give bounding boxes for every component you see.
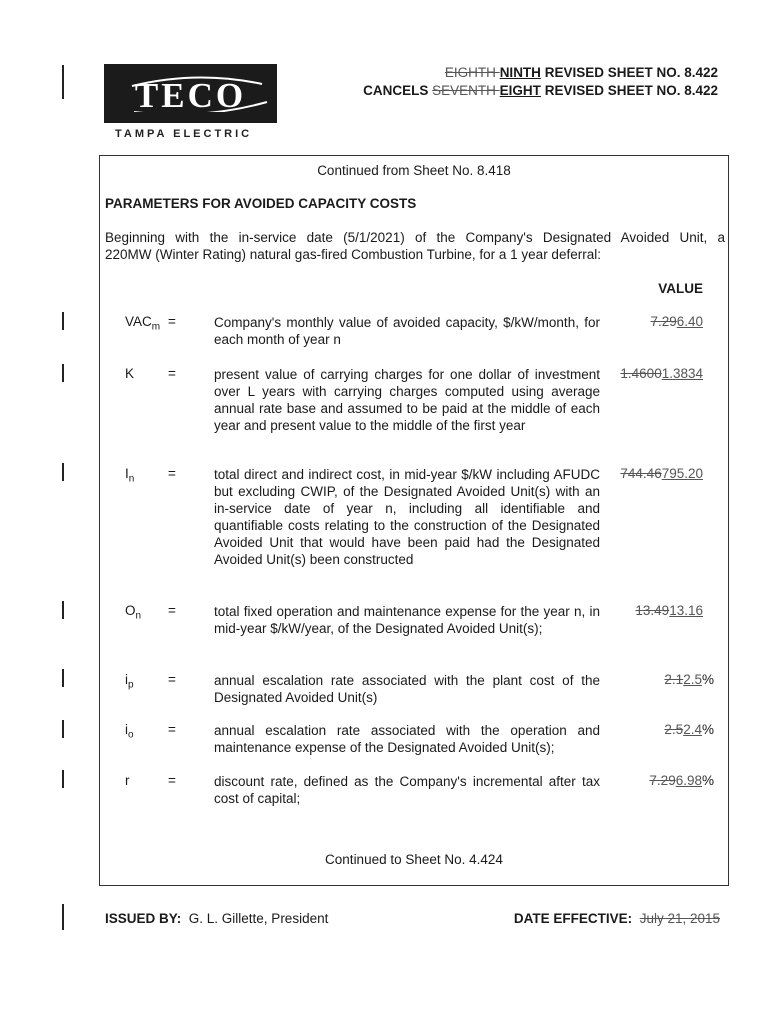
equals-sign: = xyxy=(168,466,176,481)
cancels-line xyxy=(363,83,718,98)
sheet-revision-line xyxy=(445,65,718,80)
param-description: Company's monthly value of avoided capacity, $/kW/month, for each month of year n xyxy=(214,315,600,347)
new-value: 2.4 xyxy=(683,722,702,737)
param-symbol-main: O xyxy=(125,603,136,618)
param-description: total direct and indirect cost, in mid-year $/kW including AFUDC but excluding CWIP, of the Designated Avoided Unit(s) with an in-service date of year n, including all identifiable and quantifiable costs relating to the construction of the Designated Avoided Unit that would have been paid had the Designated Avoided Unit(s) been constructed xyxy=(214,467,600,567)
equals-sign: = xyxy=(168,314,176,329)
section-title: PARAMETERS FOR AVOIDED CAPACITY COSTS xyxy=(105,196,417,211)
revision-bar xyxy=(62,904,64,930)
equals-sign: = xyxy=(168,672,176,687)
param-symbol-main: VAC xyxy=(125,314,152,329)
param-value xyxy=(664,672,714,687)
value-suffix: % xyxy=(701,773,714,788)
value-suffix: % xyxy=(701,722,714,737)
param-symbol-main: K xyxy=(125,366,135,381)
param-symbol xyxy=(125,366,134,381)
param-symbol-main: i xyxy=(125,672,128,687)
param-value xyxy=(664,722,714,737)
param-value xyxy=(650,314,703,329)
old-revision: SEVENTH xyxy=(432,83,500,98)
date-effective xyxy=(514,911,720,926)
date-value: July 21, 2015 xyxy=(639,911,720,926)
company-logo xyxy=(104,64,277,123)
revision-bar xyxy=(62,770,64,788)
new-value: 13.16 xyxy=(669,603,703,618)
param-description: total fixed operation and maintenance expense for the year n, in mid-year $/kW/year, of the Designated Avoided Unit(s); xyxy=(214,604,600,636)
equals-sign: = xyxy=(168,722,176,737)
revision-bar xyxy=(62,720,64,738)
intro-line-2: 220MW (Winter Rating) natural gas-fired Combustion Turbine, for a 1 year deferral: xyxy=(105,247,601,262)
param-symbol-main: r xyxy=(125,773,130,788)
new-revision: NINTH xyxy=(499,65,541,80)
param-description: annual escalation rate associated with the operation and maintenance expense of the Designated Avoided Unit(s); xyxy=(214,723,600,755)
old-revision: EIGHTH xyxy=(444,65,500,80)
param-symbol-main: I xyxy=(125,466,129,481)
param-subscript: n xyxy=(128,473,135,485)
new-value: 1.3834 xyxy=(661,366,703,381)
logo-text: TECO xyxy=(134,76,247,115)
revision-bar xyxy=(62,463,64,481)
revision-text: REVISED SHEET NO. 8.422 xyxy=(540,83,718,98)
revision-bar xyxy=(62,601,64,619)
param-symbol xyxy=(125,314,160,333)
continued-from: Continued from Sheet No. 8.418 xyxy=(317,163,511,178)
param-value xyxy=(620,466,703,481)
param-subscript: m xyxy=(151,321,161,333)
new-value: 2.5 xyxy=(683,672,702,687)
revision-text: REVISED SHEET NO. 8.422 xyxy=(540,65,718,80)
issued-value: G. L. Gillette, President xyxy=(188,911,329,926)
new-value: 795.20 xyxy=(661,466,703,481)
param-value xyxy=(649,773,714,788)
new-value: 6.98 xyxy=(675,773,702,788)
param-description: present value of carrying charges for one dollar of investment over L years with carrying charges computed using average annual rate base and assumed to be paid at the middle of each year and present value to the middle of the first year xyxy=(214,367,600,433)
continued-to: Continued to Sheet No. 4.424 xyxy=(325,852,503,867)
issued-label: ISSUED BY: xyxy=(105,911,182,926)
old-value: 2.5 xyxy=(664,722,684,737)
param-subscript: p xyxy=(128,679,134,691)
param-symbol-main: i xyxy=(125,722,128,737)
param-subscript: n xyxy=(135,610,142,622)
date-label: DATE EFFECTIVE: xyxy=(513,911,633,926)
issued-by xyxy=(105,911,328,926)
logo-subtitle: TAMPA ELECTRIC xyxy=(115,128,253,140)
intro-line-1: Beginning with the in-service date (5/1/2021) of the Company's Designated Avoided Unit, a xyxy=(105,230,725,245)
cancels-prefix: CANCELS xyxy=(363,83,433,98)
param-value xyxy=(620,366,703,381)
param-symbol xyxy=(125,466,134,485)
value-suffix: % xyxy=(701,672,714,687)
equals-sign: = xyxy=(168,773,176,788)
param-description: discount rate, defined as the Company's incremental after tax cost of capital; xyxy=(214,774,600,806)
revision-bar xyxy=(62,364,64,382)
new-value: 6.40 xyxy=(676,314,703,329)
param-subscript: o xyxy=(128,729,134,741)
param-symbol xyxy=(125,773,130,788)
param-symbol xyxy=(125,722,134,741)
equals-sign: = xyxy=(168,603,176,618)
old-value: 7.29 xyxy=(650,314,677,329)
revision-bar xyxy=(62,669,64,687)
old-value: 1.4600 xyxy=(620,366,662,381)
equals-sign: = xyxy=(168,366,176,381)
param-symbol xyxy=(125,672,134,691)
param-symbol xyxy=(125,603,141,622)
param-value xyxy=(635,603,703,618)
old-value: 2.1 xyxy=(664,672,684,687)
param-description: annual escalation rate associated with the plant cost of the Designated Avoided Unit(s) xyxy=(214,673,600,705)
old-value: 744.46 xyxy=(620,466,662,481)
revision-bar xyxy=(62,65,64,99)
value-header: VALUE xyxy=(658,281,703,296)
old-value: 13.49 xyxy=(635,603,670,618)
new-revision: EIGHT xyxy=(499,83,541,98)
revision-bar xyxy=(62,312,64,330)
old-value: 7.29 xyxy=(649,773,676,788)
